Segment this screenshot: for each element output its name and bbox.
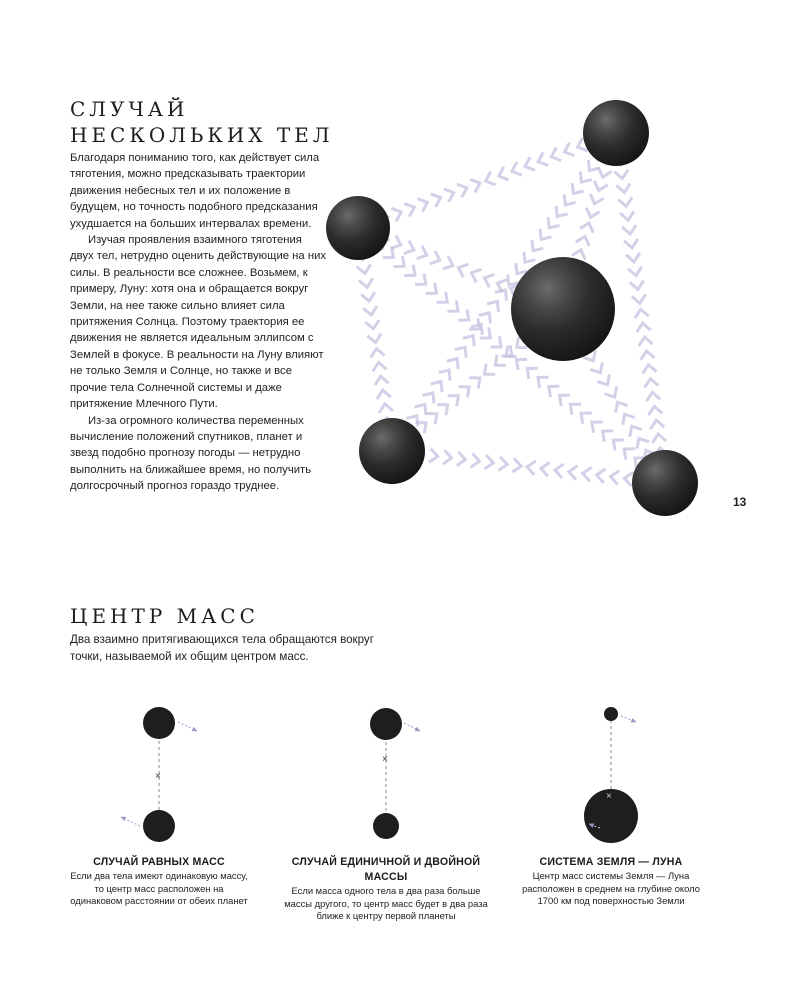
- force-chevron: [586, 208, 599, 218]
- force-chevron: [437, 405, 448, 416]
- force-chevron: [455, 347, 466, 358]
- force-chevron: [592, 422, 603, 433]
- caption-text: Если масса одного тела в два раза больше массы другого, то центр масс будет в два раза ближе к центру первой планеты: [284, 885, 488, 922]
- force-chevron: [448, 396, 459, 407]
- force-chevron: [365, 320, 379, 329]
- force-chevron: [485, 455, 494, 469]
- force-chevron: [624, 239, 638, 248]
- force-chevron: [459, 387, 470, 398]
- force-chevron: [540, 229, 551, 240]
- force-chevron: [377, 390, 391, 399]
- force-chevron: [375, 376, 389, 385]
- heading-line-2: НЕСКОЛЬКИХ ТЕЛ: [70, 123, 334, 147]
- body-top: [370, 708, 402, 740]
- sphere-top-right: [583, 100, 649, 166]
- force-chevron: [583, 467, 592, 481]
- force-chevron: [581, 413, 592, 424]
- force-chevron: [590, 362, 602, 372]
- force-chevron: [524, 252, 535, 263]
- body-bottom: [373, 813, 399, 839]
- force-chevron: [379, 404, 393, 413]
- section-heading-center-of-mass: ЦЕНТР МАСС: [70, 604, 259, 628]
- force-chevron: [512, 458, 521, 472]
- caption-text: Центр масс системы Земля — Луна расположен в среднем на глубине около 1700 км под поверхностью Земли: [522, 870, 700, 907]
- force-chevron: [471, 453, 480, 467]
- force-chevron: [391, 235, 401, 248]
- force-chevron: [485, 364, 496, 375]
- force-chevron: [639, 337, 653, 346]
- force-chevron: [637, 323, 651, 332]
- sphere-center: [511, 257, 615, 361]
- section-heading-many-bodies: [70, 96, 334, 148]
- force-chevron: [357, 265, 371, 274]
- heading-line-1: СЛУЧАЙ: [70, 97, 189, 121]
- caption-title: СЛУЧАЙ РАВНЫХ МАСС: [93, 856, 225, 868]
- force-chevron: [635, 309, 649, 318]
- force-chevron: [457, 452, 466, 466]
- center-of-mass-marker: ×: [606, 791, 612, 802]
- velocity-arrow-icon: [178, 722, 197, 731]
- velocity-arrow-icon: [621, 716, 636, 722]
- force-chevron: [647, 392, 661, 401]
- force-chevron: [444, 189, 454, 202]
- force-chevron: [527, 461, 536, 475]
- force-chevron: [637, 438, 649, 448]
- body-bottom: [143, 810, 175, 842]
- moon: [604, 707, 618, 721]
- force-chevron: [426, 283, 437, 294]
- force-chevron: [367, 334, 381, 343]
- force-chevron: [613, 440, 624, 451]
- diagram-earth-moon: [584, 707, 638, 843]
- force-chevron: [414, 404, 425, 415]
- force-chevron: [588, 160, 599, 171]
- force-chevron: [650, 420, 664, 429]
- force-chevron: [597, 469, 606, 483]
- force-chevron: [527, 368, 538, 379]
- force-chevron: [431, 382, 442, 393]
- force-chevron: [597, 374, 609, 384]
- force-chevron: [458, 264, 468, 277]
- force-chevron: [569, 466, 578, 480]
- sphere-bottom-right: [632, 450, 698, 516]
- force-chevron: [623, 414, 635, 424]
- paragraph: Из-за огромного количества переменных вычисление положений спутников, планет и звезд подобно прогнозу погоды — нетрудно выполнить на ближайшее время, но получить долгосрочный прогноз гораздо труднее.: [70, 414, 312, 493]
- force-chevron: [361, 292, 375, 301]
- force-chevron: [447, 359, 458, 370]
- caption-title: СЛУЧАЙ ЕДИНИЧНОЙ И ДВОЙНОЙ МАССЫ: [291, 856, 481, 883]
- force-chevron: [439, 370, 450, 381]
- force-chevron: [628, 267, 642, 276]
- force-chevron: [632, 294, 646, 303]
- force-chevron: [549, 386, 560, 397]
- force-chevron: [532, 240, 543, 251]
- force-chevron: [652, 434, 666, 443]
- force-chevron: [371, 349, 385, 358]
- force-chevron: [618, 197, 632, 206]
- force-chevron: [479, 313, 490, 324]
- force-chevron: [630, 281, 644, 290]
- force-chevron: [498, 457, 507, 471]
- force-chevron: [564, 194, 575, 205]
- force-chevron: [551, 147, 561, 160]
- sphere-left: [326, 196, 390, 260]
- force-chevron: [431, 194, 441, 207]
- force-chevron: [447, 301, 458, 312]
- force-chevron: [404, 241, 414, 254]
- many-body-spheres: [326, 100, 698, 516]
- force-chevron: [590, 194, 603, 204]
- force-chevron: [437, 292, 448, 303]
- force-chevron: [484, 274, 494, 287]
- force-chevron: [624, 449, 635, 460]
- force-chevron: [404, 203, 414, 216]
- force-chevron: [594, 181, 607, 191]
- force-chevron: [516, 263, 527, 274]
- force-chevron: [470, 179, 480, 192]
- force-chevron: [423, 393, 434, 404]
- force-chevron: [538, 152, 548, 165]
- force-chevron: [555, 464, 564, 478]
- force-chevron: [538, 377, 549, 388]
- force-chevron: [418, 199, 428, 212]
- force-chevron: [458, 310, 469, 321]
- force-chevron: [415, 274, 426, 285]
- force-chevron: [614, 170, 628, 179]
- force-chevron: [525, 157, 535, 170]
- force-chevron: [624, 472, 633, 486]
- force-chevron: [645, 379, 659, 388]
- force-chevron: [508, 274, 519, 285]
- force-chevron: [486, 172, 496, 185]
- force-chevron: [570, 404, 581, 415]
- velocity-arrow-icon: [121, 817, 140, 826]
- force-chevron: [541, 462, 550, 476]
- velocity-arrow-icon: [404, 723, 420, 731]
- force-chevron: [426, 413, 437, 424]
- force-chevron: [576, 236, 589, 246]
- force-chevron: [383, 247, 394, 258]
- force-chevron: [495, 290, 506, 301]
- diagram-equal-masses: [121, 707, 197, 842]
- force-chevron: [443, 256, 453, 269]
- force-chevron: [471, 269, 481, 282]
- force-chevron: [572, 183, 583, 194]
- force-chevron: [443, 450, 452, 464]
- force-chevron: [516, 359, 527, 370]
- force-chevron: [643, 365, 657, 374]
- force-chevron: [404, 265, 415, 276]
- section-intro: Два взаимно притягивающихся тела обращаются вокруг точки, называемой их общим центром масс.: [70, 633, 374, 663]
- force-chevron: [417, 246, 427, 259]
- force-chevron: [572, 250, 585, 260]
- force-chevron: [648, 406, 662, 415]
- force-chevron: [616, 402, 628, 412]
- force-chevron: [580, 171, 591, 182]
- paragraph: Благодаря пониманию того, как действует сила тяготения, можно предсказывать траектории движения небесных тел и их положение в будущем, но точность подобного предсказания ухудшается на больших интервалах времени.: [70, 152, 320, 230]
- center-of-mass-marker: ×: [382, 754, 388, 765]
- center-of-mass-marker: ×: [155, 771, 161, 782]
- caption-equal-masses: [69, 855, 249, 908]
- force-chevron: [490, 336, 501, 347]
- force-chevron: [603, 431, 614, 442]
- sphere-bottom-left: [359, 418, 425, 484]
- force-chevron: [373, 362, 387, 371]
- caption-earth-moon: [521, 855, 701, 908]
- force-chevron: [580, 223, 593, 233]
- force-chevron: [429, 448, 438, 462]
- force-chevron: [391, 208, 401, 221]
- force-chevron: [604, 387, 616, 397]
- caption-title: СИСТЕМА ЗЕМЛЯ — ЛУНА: [539, 856, 683, 868]
- force-chevron: [457, 184, 467, 197]
- caption-single-double-mass: [283, 855, 489, 923]
- diagram-single-double-mass: [370, 708, 420, 839]
- force-chevron: [359, 278, 373, 287]
- force-chevron: [469, 378, 480, 389]
- force-chevron: [363, 306, 377, 315]
- body-top: [143, 707, 175, 739]
- force-chevron: [622, 225, 636, 234]
- force-chevron: [616, 184, 630, 193]
- force-chevron: [564, 143, 574, 156]
- caption-text: Если два тела имеют одинаковую массу, то центр масс расположен на одинаковом расстоянии от обеих планет: [70, 870, 248, 907]
- force-chevron: [626, 253, 640, 262]
- force-chevron: [463, 336, 474, 347]
- force-chevron: [560, 395, 571, 406]
- force-chevron: [487, 301, 498, 312]
- force-chevron: [641, 351, 655, 360]
- body-text: [70, 150, 328, 495]
- force-chevron: [430, 251, 440, 264]
- force-chevron: [611, 471, 620, 485]
- force-chevron: [512, 162, 522, 175]
- force-chevron: [620, 211, 634, 220]
- force-chevron: [499, 167, 509, 180]
- force-chevron: [469, 318, 480, 329]
- force-chevron: [548, 217, 559, 228]
- paragraph: Изучая проявления взаимного тяготения двух тел, нетрудно оценить действующие на них силы. В реальности все сложнее. Возьмем, к примеру, Луну: хотя она и обращается вокруг Земли, на нее также сильно влияет сила притяжения Солнца. Поэтому траектория ее движения не является идеальным эллипсом с Землей в фокусе. В реальности на Луну влияют не только Земля и Солнце, но также и все прочие тела Солнечной системы и даже притяжение Млечного Пути.: [70, 234, 327, 411]
- force-chevron: [556, 206, 567, 217]
- force-chevron: [598, 167, 611, 177]
- force-chevron: [630, 426, 642, 436]
- page-number: 13: [733, 495, 747, 509]
- force-chevron: [394, 256, 405, 267]
